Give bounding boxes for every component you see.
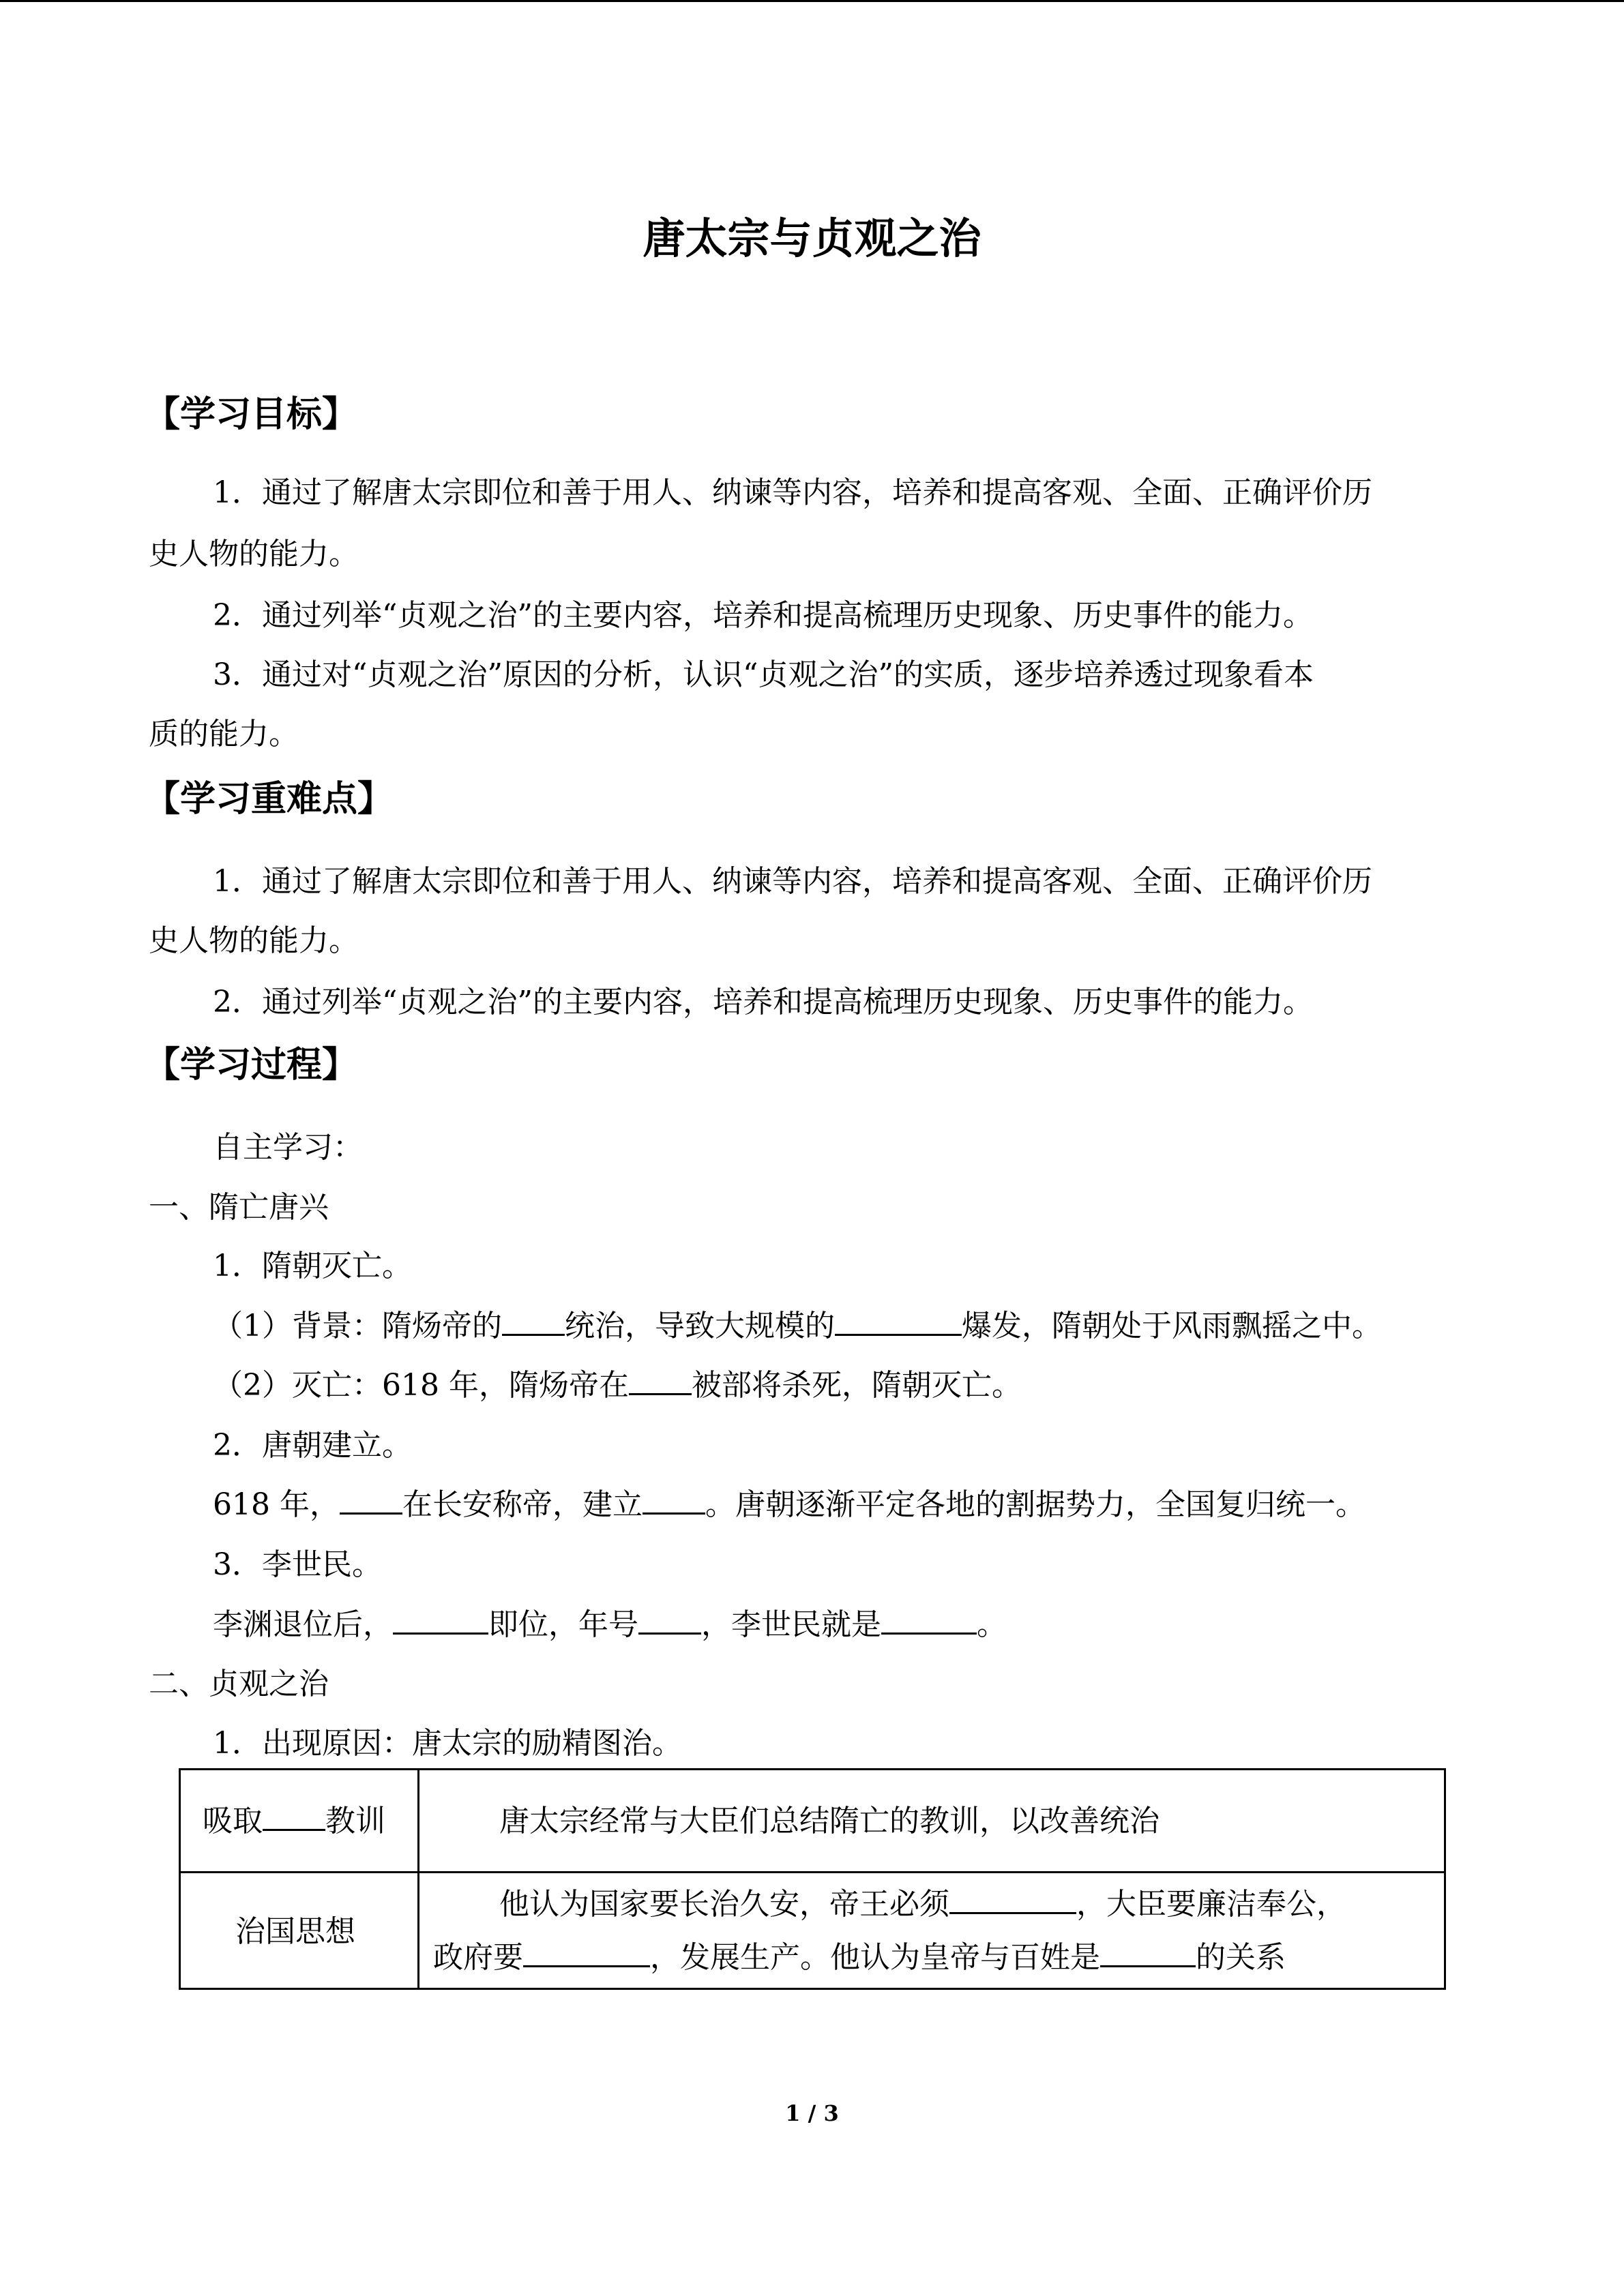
- part1-sub3: 3．李世民。: [213, 1547, 382, 1582]
- objectives-heading: 【学习目标】: [145, 394, 358, 435]
- process-heading: 【学习过程】: [145, 1045, 358, 1086]
- part1-title: 一、隋亡唐兴: [149, 1190, 329, 1225]
- objective-3-line1: 3．通过对“贞观之治”原因的分析，认识“贞观之治”的实质，逐步培养透过现象看本: [213, 657, 1314, 692]
- causes-table: [179, 1768, 1446, 1990]
- row2-line2: 政府要 ，发展生产。他认为皇帝与百姓是 的关系: [433, 1934, 1286, 1982]
- blank-lesson[interactable]: [263, 1800, 325, 1831]
- table-row-divider: [181, 1871, 1444, 1873]
- page-number: 1 / 3: [785, 2100, 839, 2126]
- fall-line: （2）灭亡：618 年，隋炀帝在 被部将杀死，隋朝灭亡。: [213, 1362, 1022, 1410]
- part2-title: 二、贞观之治: [149, 1667, 329, 1701]
- blank-government-policy[interactable]: [523, 1937, 650, 1967]
- blank-dynasty[interactable]: [643, 1484, 705, 1515]
- keypoint-1-line2: 史人物的能力。: [149, 923, 359, 958]
- blank-rule-type[interactable]: [502, 1305, 565, 1336]
- lishimin-line: 李渊退位后， 即位，年号 ，李世民就是 。: [213, 1601, 1007, 1649]
- blank-relationship[interactable]: [1100, 1937, 1196, 1967]
- row1-label: 吸取 教训: [203, 1798, 385, 1845]
- row2-label: 治国思想: [235, 1914, 355, 1949]
- blank-emperor-duty[interactable]: [949, 1883, 1076, 1914]
- keypoint-2: 2．通过列举“贞观之治”的主要内容，培养和提高梳理历史现象、历史事件的能力。: [213, 985, 1313, 1019]
- table-column-divider: [417, 1770, 419, 1988]
- row1-content: 唐太宗经常与大臣们总结隋亡的教训，以改善统治: [499, 1804, 1160, 1838]
- row2-line1: 他认为国家要长治久安，帝王必须 ，大臣要廉洁奉公，: [499, 1881, 1346, 1928]
- document-title: 唐太宗与贞观之治: [643, 213, 981, 263]
- top-border: [0, 0, 1624, 2]
- objective-3-line2: 质的能力。: [149, 717, 299, 751]
- founding-line: 618 年， 在长安称帝，建立 。唐朝逐渐平定各地的割据势力，全国复归统一。: [213, 1481, 1365, 1529]
- keypoints-heading: 【学习重难点】: [145, 779, 394, 820]
- objective-2: 2．通过列举“贞观之治”的主要内容，培养和提高梳理历史现象、历史事件的能力。: [213, 598, 1313, 633]
- blank-emperor-title[interactable]: [881, 1604, 977, 1635]
- blank-founder[interactable]: [340, 1484, 402, 1515]
- objective-1-line2: 史人物的能力。: [149, 537, 359, 571]
- part1-sub1: 1．隋朝灭亡。: [213, 1249, 412, 1283]
- self-study-label: 自主学习：: [213, 1130, 363, 1165]
- part1-sub2: 2．唐朝建立。: [213, 1428, 412, 1463]
- blank-uprising[interactable]: [835, 1305, 962, 1336]
- blank-era-name[interactable]: [638, 1604, 701, 1635]
- part2-sub1: 1．出现原因：唐太宗的励精图治。: [213, 1726, 682, 1761]
- blank-successor[interactable]: [393, 1604, 488, 1635]
- keypoint-1-line1: 1．通过了解唐太宗即位和善于用人、纳谏等内容，培养和提高客观、全面、正确评价历: [213, 864, 1372, 899]
- background-line: （1）背景：隋炀帝的 统治，导致大规模的 爆发，隋朝处于风雨飘摇之中。: [213, 1302, 1382, 1350]
- blank-place[interactable]: [629, 1365, 692, 1395]
- objective-1-line1: 1．通过了解唐太宗即位和善于用人、纳谏等内容，培养和提高客观、全面、正确评价历: [213, 475, 1372, 510]
